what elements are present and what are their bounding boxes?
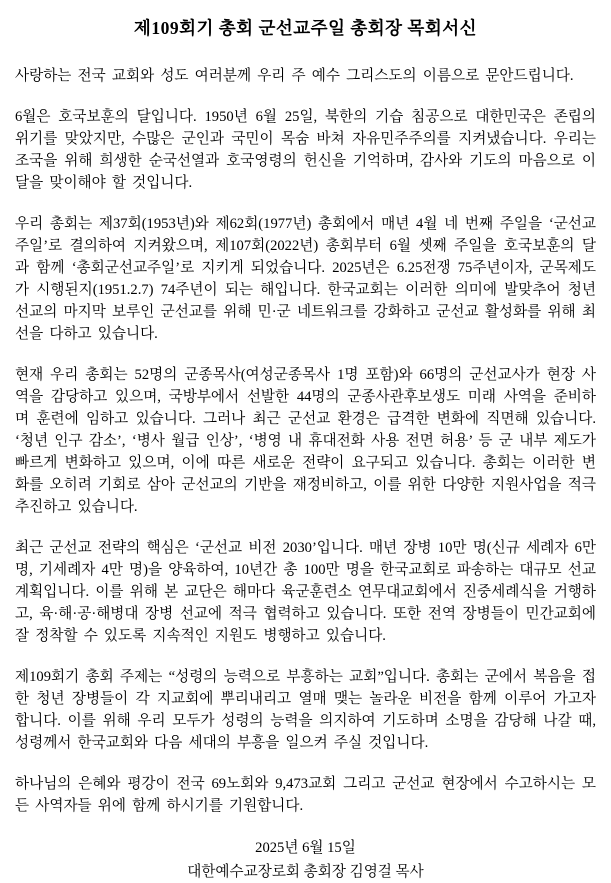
paragraph-greeting: 사랑하는 전국 교회와 성도 여러분께 우리 주 예수 그리스도의 이름으로 문안드립니다.	[15, 67, 574, 84]
paragraph-benediction: 하나님의 은혜와 평강이 전국 69노회와 9,473교회 그리고 군선교 현장에서 수고하시는 모든 사역자들 위에 함께 하시기를 기원합니다.	[15, 775, 596, 814]
document-title: 제109회기 총회 군선교주일 총회장 목회서신	[133, 18, 478, 38]
paragraph-patriots-month: 6월은 호국보훈의 달입니다. 1950년 6월 25일, 북한의 기습 침공으로 대한민국은 존립의 위기를 맞았지만, 수많은 군인과 국민이 목숨 바쳐 자유민주주의를 지켜냈습니다. 우리는 조국을 위해 희생한 순국선열과 호국영령의 헌신을 기억하며, 감사와 기도의 마음으로 이 달을 맞이해야 할 것입니다.	[15, 108, 596, 191]
paragraph-mission-sunday-history: 우리 총회는 제37회(1953년)와 제62회(1977년) 총회에서 매년 4월 네 번째 주일을 ‘군선교주일’로 결의하여 지켜왔으며, 제107회(2022년) 총회부터 6월 셋째 주일을 호국보훈의 달과 함께 ‘총회군선교주일’로 지키게 되었습니다. 2025년은 6.25전쟁 75주년이자, 군목제도가 시행된지(1951.2.7) 74주년이 되는 해입니다. 한국교회는 이러한 의미에 발맞추어 청년선교의 마지막 보루인 군선교를 위해 민·군 네트워크를 강화하고 군선교 활성화를 위해 최선을 다하고 있습니다.	[15, 215, 596, 342]
signature-line: 대한예수교장로회 총회장 김영걸 목사	[187, 863, 424, 880]
paragraph-vision-2030: 최근 군선교 전략의 핵심은 ‘군선교 비전 2030’입니다. 매년 장병 10만 명(신규 세례자 6만 명, 기세례자 4만 명)을 양육하여, 10년간 총 100만 명을 한국교회로 파송하는 대규모 선교 계획입니다. 이를 위해 본 교단은 해마다 육군훈련소 연무대교회에서 진중세례식을 거행하고, 육·해·공·해병대 장병 선교에 적극 협력하고 있습니다. 또한 전역 장병들이 민간교회에 잘 정착할 수 있도록 지속적인 지원도 병행하고 있습니다.	[15, 539, 596, 644]
document-date: 2025년 6월 15일	[255, 839, 356, 856]
paragraph-current-ministry-status: 현재 우리 총회는 52명의 군종목사(여성군종목사 1명 포함)와 66명의 군선교사가 현장 사역을 감당하고 있으며, 국방부에서 선발한 44명의 군종사관후보생도 미래 사역을 준비하며 훈련에 임하고 있습니다. 그러나 최근 군선교 환경은 급격한 변화에 직면해 있습니다. ‘청년 인구 감소’, ‘병사 월급 인상’, ‘병영 내 휴대전화 사용 전면 허용’ 등 군 내부 제도가 빠르게 변화하고 있으며, 이에 따른 새로운 전략이 요구되고 있습니다. 총회는 이러한 변화를 오히려 기회로 삼아 군선교의 기반을 재정비하고, 이를 위한 다양한 지원사업을 적극 추진하고 있습니다.	[15, 366, 596, 515]
paragraph-assembly-theme: 제109회기 총회 주제는 “성령의 능력으로 부흥하는 교회”입니다. 총회는 군에서 복음을 접한 청년 장병들이 각 지교회에 뿌리내리고 열매 맺는 놀라운 비전을 함께 이루어 가고자 합니다. 이를 위해 우리 모두가 성령의 능력을 의지하여 기도하며 소명을 감당해 나갈 때, 성령께서 한국교회와 다음 세대의 부흥을 일으켜 주실 것입니다.	[15, 668, 596, 751]
